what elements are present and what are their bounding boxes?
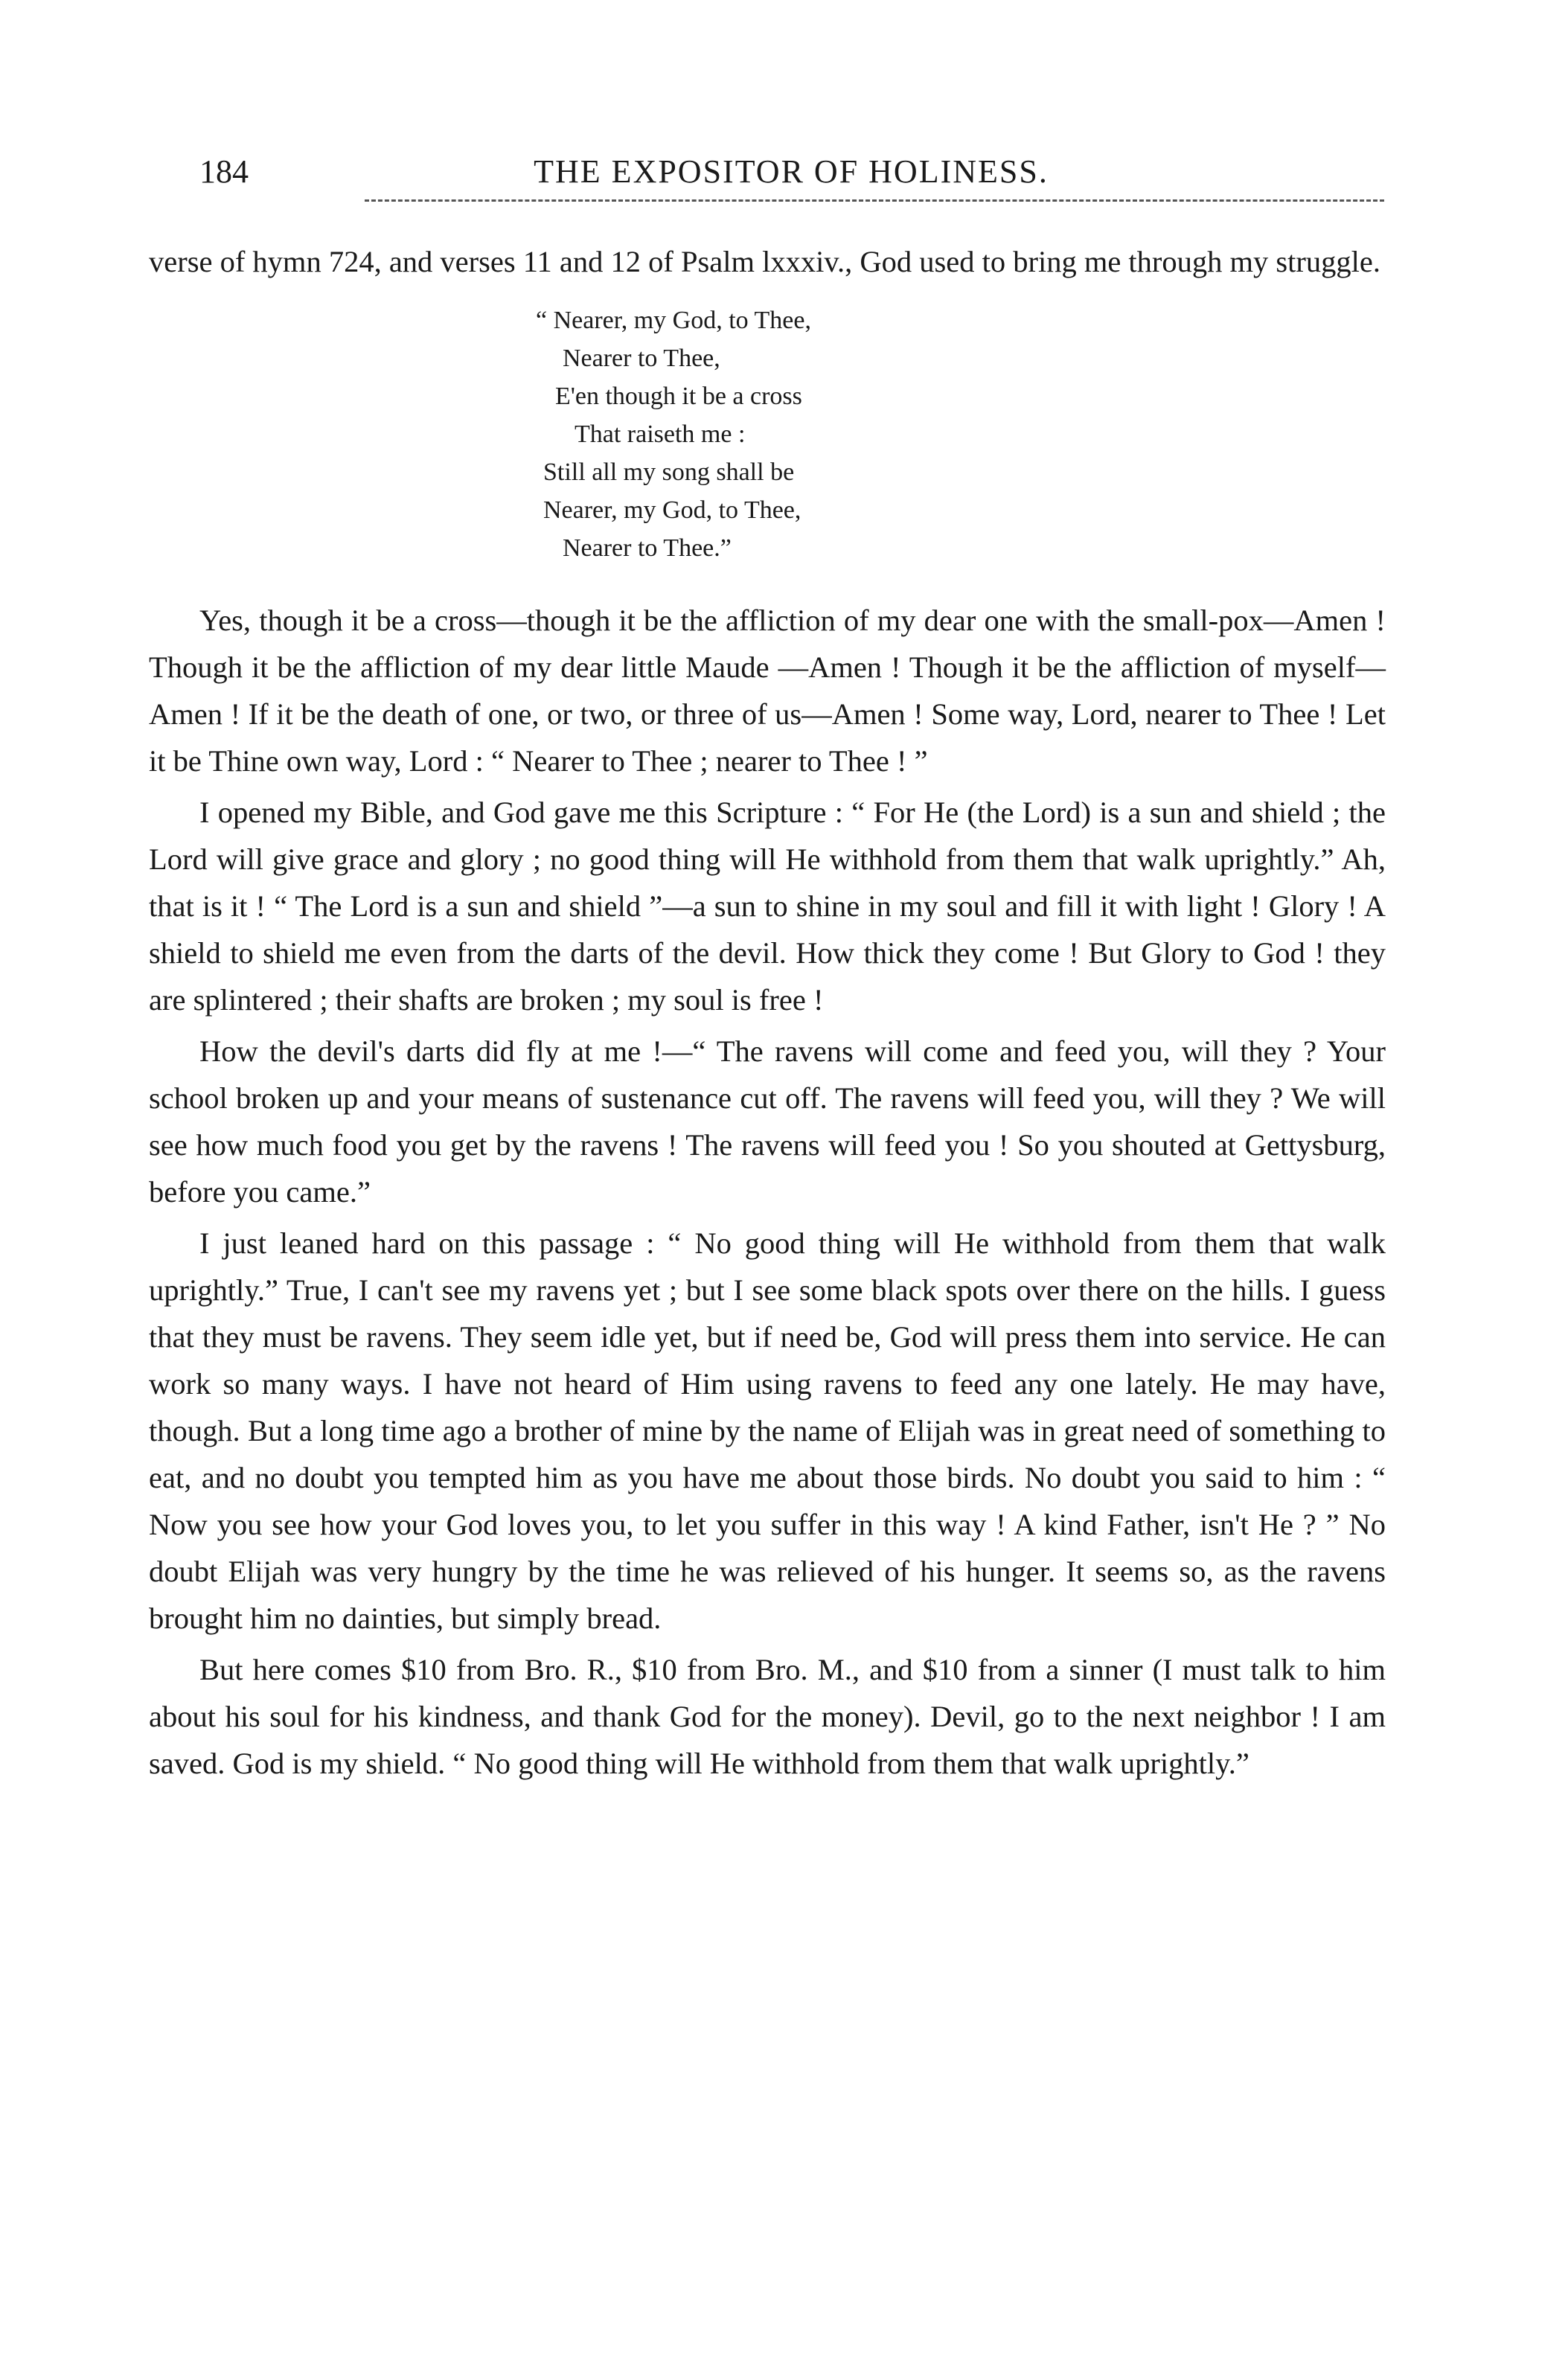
body-text	[149, 238, 1386, 1787]
poem-line: “ Nearer, my God, to Thee,	[536, 307, 811, 334]
paragraph: I just leaned hard on this passage : “ No good thing will He withhold from them that walk uprightly.” True, I can't see my ravens yet ; but I see some black spots over there on the hills. I guess that they must be ravens. They seem idle yet, but if need be, God will press them into service. He can work so many ways. I have not heard of Him using ravens to feed any one lately. He may have, though. But a long time ago a brother of mine by the name of Elijah was in great need of something to eat, and no doubt you tempted him as you have me about those birds. No doubt you said to him : “ Now you see how your God loves you, to let you suffer in this way ! A kind Father, isn't He ? ” No doubt Elijah was very hungry by the time he was relieved of his hunger. It seems so, as the ravens brought him no dainties, but simply bread.	[149, 1226, 1386, 1635]
poem-line: Nearer to Thee,	[563, 345, 720, 372]
paragraph: How the devil's darts did fly at me !—“ The ravens will come and feed you, will they ? Your school broken up and your means of sustenance cut off. The ravens will feed you, will they ? We will see how much food you get by the ravens ! The ravens will feed you ! So you shouted at Gettysburg, before you came.”	[149, 1034, 1386, 1209]
poem-line: E'en though it be a cross	[555, 383, 802, 410]
intro-paragraph: verse of hymn 724, and verses 11 and 12 of Psalm lxxxiv., God used to bring me through my struggle.	[149, 245, 1381, 278]
paragraph: But here comes $10 from Bro. R., $10 from Bro. M., and $10 from a sinner (I must talk to him about his soul for his kindness, and thank God for the money). Devil, go to the next neighbor ! I am saved. God is my shield. “ No good thing will He withhold from them that walk uprightly.”	[149, 1653, 1386, 1780]
page-number: 184	[199, 153, 249, 190]
hymn-stanza	[149, 301, 1386, 567]
running-title: THE EXPOSITOR OF HOLINESS.	[534, 153, 1049, 190]
header-rule	[365, 199, 1384, 202]
poem-line: Nearer to Thee.”	[563, 534, 732, 562]
poem-line: Nearer, my God, to Thee,	[543, 496, 801, 524]
poem-line: That raiseth me :	[575, 420, 746, 448]
paragraph: Yes, though it be a cross—though it be the affliction of my dear one with the small-pox—Amen ! Though it be the affliction of my dear little Maude —Amen ! Though it be the affliction of myself—Amen ! If it be the death of one, or two, or three of us—Amen ! Some way, Lord, nearer to Thee ! Let it be Thine own way, Lord : “ Nearer to Thee ; nearer to Thee ! ”	[149, 604, 1386, 778]
paragraph: I opened my Bible, and God gave me this Scripture : “ For He (the Lord) is a sun and shield ; the Lord will give grace and glory ; no good thing will He withhold from them that walk uprightly.” Ah, that is it ! “ The Lord is a sun and shield ”—a sun to shine in my soul and fill it with light ! Glory ! A shield to shield me even from the darts of the devil. How thick they come ! But Glory to God ! they are splintered ; their shafts are broken ; my soul is free !	[149, 796, 1386, 1017]
page-header	[199, 153, 1383, 197]
poem-line: Still all my song shall be	[543, 458, 795, 486]
